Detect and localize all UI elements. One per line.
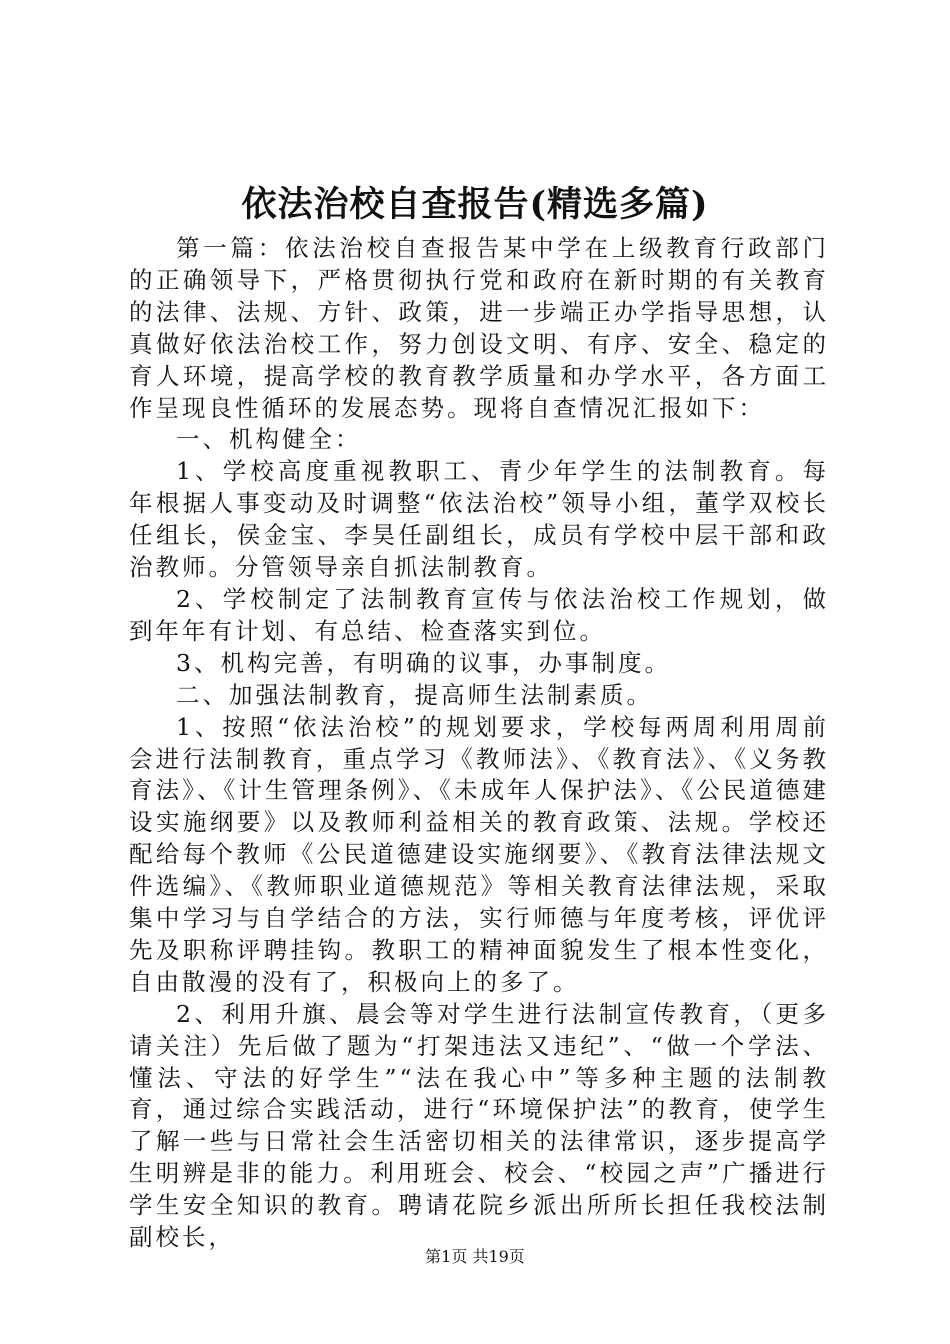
paragraph-1-2: 2、学校制定了法制教育宣传与依法治校工作规划，做到年年有计划、有总结、检查落实到位。 [129, 584, 829, 645]
paragraph-1-1: 1、学校高度重视教职工、青少年学生的法制教育。每年根据人事变动及时调整“依法治校”领导小组，董学双校长任组长，侯金宝、李昊任副组长，成员有学校中层干部和政治教师。分管领导亲自抓法制教育。 [129, 457, 829, 582]
section-heading-2: 二、加强法制教育，提高师生法制素质。 [176, 680, 653, 709]
paragraph-2-1: 1、按照“依法治校”的规划要求，学校每两周利用周前会进行法制教育，重点学习《教师法》、《教育法》、《义务教育法》、《计生管理条例》、《未成年人保护法》、《公民道德建设实施纲要》以及教师利益相关的教育政策、法规。学校还配给每个教师《公民道德建设实施纲要》、《教育法律法规文件选编》、《教师职业道德规范》等相关教育法律法规，采取集中学习与自学结合的方法，实行师德与年度考核，评优评先及职称评聘挂钩。教职工的精神面貌发生了根本性变化，自由散漫的没有了，积极向上的多了。 [129, 712, 829, 996]
document-title: 依法治校自查报告(精选多篇) [241, 184, 709, 225]
page-footer: 第1页 共19页 [425, 1247, 525, 1266]
paragraph-2-2: 2、利用升旗、晨会等对学生进行法制宣传教育，（更多请关注）先后做了题为“打架违法又违纪”、“做一个学法、懂法、守法的好学生”“法在我心中”等多种主题的法制教育，通过综合实践活动，进行“环境保护法”的教育，使学生了解一些与日常社会生活密切相关的法律常识，逐步提高学生明辨是非的能力。利用班会、校会、“校园之声”广播进行学生安全知识的教育。聘请花院乡派出所所长担任我校法制副校长， [129, 999, 829, 1252]
paragraph-1-3: 3、机构完善，有明确的议事，办事制度。 [176, 648, 671, 677]
document-body [129, 233, 829, 1254]
paragraph-intro: 第一篇：依法治校自查报告某中学在上级教育行政部门的正确领导下，严格贯彻执行党和政府在新时期的有关教育的法律、法规、方针、政策，进一步端正办学指导思想，认真做好依法治校工作，努力创设文明、有序、安全、稳定的育人环境，提高学校的教育教学质量和办学水平，各方面工作呈现良性循环的发展态势。现将自查情况汇报如下： [129, 234, 829, 422]
section-heading-1: 一、机构健全： [176, 425, 362, 454]
